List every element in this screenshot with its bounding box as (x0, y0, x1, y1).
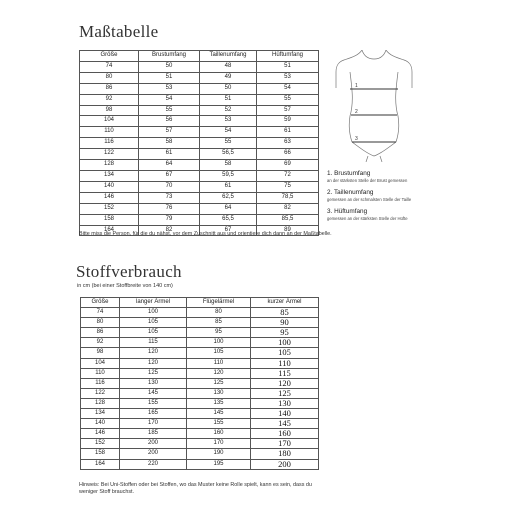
marker-waist: 2 (355, 109, 358, 115)
table-cell: 146 (81, 429, 120, 439)
table-cell: 122 (80, 149, 139, 160)
table-cell: 120 (120, 348, 187, 358)
table-cell: 57 (257, 105, 319, 116)
table-cell: 104 (81, 358, 120, 368)
table-row (81, 439, 319, 449)
table-cell: 50 (200, 83, 257, 94)
table-cell: 54 (257, 83, 319, 94)
table-cell: 110 (81, 368, 120, 378)
table-cell: 52 (200, 105, 257, 116)
fabric-table-header-row (81, 298, 319, 308)
table-row (80, 203, 319, 214)
table-cell: 165 (120, 409, 187, 419)
table-cell: 85,5 (257, 214, 319, 225)
table-row (81, 449, 319, 459)
table-cell: 145 (187, 409, 251, 419)
table-cell: 164 (80, 225, 139, 236)
table-cell: 64 (139, 160, 200, 171)
table-cell: 56 (139, 116, 200, 127)
table-cell: 53 (200, 116, 257, 127)
table-cell: 110 (187, 358, 251, 368)
table-row (81, 328, 319, 338)
table-cell: 140 (80, 181, 139, 192)
table-cell: 80 (187, 308, 251, 318)
col-header-size: Größe (81, 298, 120, 308)
table-row (80, 72, 319, 83)
table-cell: 115 (120, 338, 187, 348)
table-cell: 100 (120, 308, 187, 318)
col-header-flutter-sleeve: Flügelärmel (187, 298, 251, 308)
table-cell: 61 (200, 181, 257, 192)
table-cell: 69 (257, 160, 319, 171)
fabric-table-title: Stoffverbrauch (76, 262, 182, 281)
table-cell: 58 (139, 138, 200, 149)
table-cell: 75 (257, 181, 319, 192)
table-cell: 98 (80, 105, 139, 116)
size-table-header-row (80, 51, 319, 62)
table-cell: 185 (120, 429, 187, 439)
table-cell: 63 (257, 138, 319, 149)
table-cell: 49 (200, 72, 257, 83)
table-cell: 53 (139, 83, 200, 94)
table-row (81, 398, 319, 408)
table-cell: 120 (120, 358, 187, 368)
table-cell: 200 (251, 459, 319, 469)
size-table-title: Maßtabelle (79, 22, 159, 41)
legend-waist (327, 189, 411, 202)
marker-hip: 3 (355, 136, 358, 142)
table-cell: 82 (257, 203, 319, 214)
table-cell: 100 (187, 338, 251, 348)
table-cell: 48 (200, 61, 257, 72)
table-cell: 59,5 (200, 170, 257, 181)
table-row (81, 459, 319, 469)
body-measurement-figure (328, 50, 420, 162)
table-row (81, 308, 319, 318)
table-cell: 59 (257, 116, 319, 127)
table-row (80, 105, 319, 116)
table-cell: 170 (120, 419, 187, 429)
table-cell: 122 (81, 388, 120, 398)
table-cell: 55 (139, 105, 200, 116)
table-cell: 55 (257, 94, 319, 105)
table-row (80, 181, 319, 192)
table-cell: 145 (120, 388, 187, 398)
table-row (81, 388, 319, 398)
table-cell: 51 (257, 61, 319, 72)
fabric-subtitle: in cm (bei einer Stoffbreite von 140 cm) (77, 283, 173, 289)
table-cell: 195 (187, 459, 251, 469)
table-cell: 190 (187, 449, 251, 459)
table-cell: 54 (139, 94, 200, 105)
col-header-waist: Taillenumfang (200, 51, 257, 62)
table-cell: 64 (200, 203, 257, 214)
table-cell: 74 (80, 61, 139, 72)
fabric-table-body (81, 308, 319, 470)
table-cell: 155 (187, 419, 251, 429)
marker-bust: 1 (355, 83, 358, 89)
table-cell: 115 (251, 368, 319, 378)
table-row (81, 368, 319, 378)
table-row (81, 409, 319, 419)
table-cell: 134 (80, 170, 139, 181)
table-cell: 76 (139, 203, 200, 214)
table-cell: 89 (257, 225, 319, 236)
legend-bust-label: 1. Brustumfang (327, 170, 371, 177)
table-cell: 61 (139, 149, 200, 160)
table-cell: 170 (251, 439, 319, 449)
table-cell: 85 (187, 318, 251, 328)
table-cell: 56,5 (200, 149, 257, 160)
table-cell: 146 (80, 192, 139, 203)
table-cell: 92 (81, 338, 120, 348)
table-row (81, 338, 319, 348)
table-cell: 80 (81, 318, 120, 328)
table-cell: 65,5 (200, 214, 257, 225)
legend-waist-label: 2. Taillenumfang (327, 189, 374, 196)
table-cell: 170 (187, 439, 251, 449)
table-cell: 58 (200, 160, 257, 171)
table-cell: 78,5 (257, 192, 319, 203)
legend-hip (327, 208, 408, 221)
table-row (80, 94, 319, 105)
table-cell: 152 (80, 203, 139, 214)
table-cell: 95 (251, 328, 319, 338)
table-cell: 128 (80, 160, 139, 171)
col-header-size: Größe (80, 51, 139, 62)
table-cell: 57 (139, 127, 200, 138)
table-cell: 80 (80, 72, 139, 83)
table-row (80, 160, 319, 171)
table-cell: 155 (120, 398, 187, 408)
legend-bust (327, 170, 407, 183)
table-cell: 130 (120, 378, 187, 388)
table-cell: 105 (120, 318, 187, 328)
table-row (80, 61, 319, 72)
table-cell: 116 (81, 378, 120, 388)
table-cell: 116 (80, 138, 139, 149)
table-cell: 67 (139, 170, 200, 181)
table-row (80, 127, 319, 138)
table-row (81, 419, 319, 429)
table-cell: 160 (187, 429, 251, 439)
table-cell: 51 (139, 72, 200, 83)
table-cell: 145 (251, 419, 319, 429)
table-row (81, 358, 319, 368)
legend-bust-desc: an der stärksten Stelle der Brust gemessen (327, 178, 408, 183)
table-cell: 220 (120, 459, 187, 469)
table-cell: 130 (187, 388, 251, 398)
col-header-long-sleeve: langer Ärmel (120, 298, 187, 308)
table-row (80, 214, 319, 225)
table-cell: 128 (81, 398, 120, 408)
table-row (80, 192, 319, 203)
table-cell: 110 (80, 127, 139, 138)
table-cell: 164 (81, 459, 120, 469)
table-row (80, 149, 319, 160)
col-header-hip: Hüftumfang (257, 51, 319, 62)
table-row (81, 348, 319, 358)
size-table (79, 50, 319, 236)
table-cell: 86 (81, 328, 120, 338)
table-cell: 66 (257, 149, 319, 160)
table-cell: 53 (257, 72, 319, 83)
fabric-note: Hinweis: Bei Uni-Stoffen oder bei Stoffen, wo das Muster keine Rolle spielt, kann es sein, dass du weniger Stoff brauchst. (79, 482, 312, 495)
table-cell: 86 (80, 83, 139, 94)
table-cell: 67 (200, 225, 257, 236)
table-row (81, 429, 319, 439)
col-header-short-sleeve: kurzer Ärmel (251, 298, 319, 308)
table-cell: 90 (251, 318, 319, 328)
table-cell: 120 (251, 378, 319, 388)
table-cell: 158 (80, 214, 139, 225)
table-cell: 61 (257, 127, 319, 138)
table-cell: 62,5 (200, 192, 257, 203)
table-cell: 140 (251, 409, 319, 419)
table-cell: 152 (81, 439, 120, 449)
table-cell: 105 (120, 328, 187, 338)
table-cell: 98 (81, 348, 120, 358)
table-row (81, 378, 319, 388)
table-cell: 92 (80, 94, 139, 105)
legend-hip-label: 3. Hüftumfang (327, 208, 368, 215)
table-cell: 85 (251, 308, 319, 318)
table-row (80, 138, 319, 149)
table-cell: 82 (139, 225, 200, 236)
measure-note: Bitte miss die Person, für die du nähst, vor dem Zuschnitt aus und orientiere dich dann an der Maßtabelle. (79, 231, 332, 237)
table-cell: 95 (187, 328, 251, 338)
table-cell: 135 (187, 398, 251, 408)
table-cell: 200 (120, 449, 187, 459)
size-table-body (80, 61, 319, 236)
table-cell: 160 (251, 429, 319, 439)
table-cell: 51 (200, 94, 257, 105)
legend-waist-desc: gemessen an der schmalsten Stelle der Taille (327, 197, 412, 202)
table-cell: 79 (139, 214, 200, 225)
table-cell: 105 (251, 348, 319, 358)
table-cell: 120 (187, 368, 251, 378)
table-row (80, 116, 319, 127)
table-cell: 73 (139, 192, 200, 203)
table-row (81, 318, 319, 328)
table-cell: 125 (120, 368, 187, 378)
table-cell: 72 (257, 170, 319, 181)
table-cell: 130 (251, 398, 319, 408)
table-row (80, 170, 319, 181)
table-cell: 134 (81, 409, 120, 419)
table-cell: 70 (139, 181, 200, 192)
table-cell: 158 (81, 449, 120, 459)
table-cell: 50 (139, 61, 200, 72)
table-cell: 110 (251, 358, 319, 368)
table-cell: 55 (200, 138, 257, 149)
table-cell: 140 (81, 419, 120, 429)
table-cell: 100 (251, 338, 319, 348)
table-row (80, 83, 319, 94)
table-cell: 54 (200, 127, 257, 138)
table-cell: 125 (187, 378, 251, 388)
fabric-table (80, 297, 319, 470)
legend-hip-desc: gemessen an der stärksten Stelle der Hüfte (327, 216, 408, 221)
table-cell: 104 (80, 116, 139, 127)
table-cell: 125 (251, 388, 319, 398)
table-cell: 200 (120, 439, 187, 449)
table-cell: 180 (251, 449, 319, 459)
table-cell: 74 (81, 308, 120, 318)
col-header-bust: Brustumfang (139, 51, 200, 62)
table-cell: 105 (187, 348, 251, 358)
